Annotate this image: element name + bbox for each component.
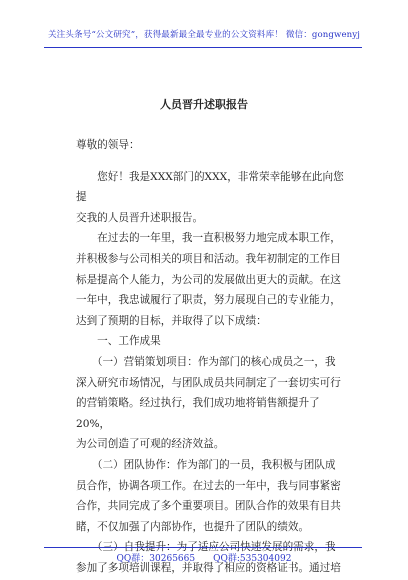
header-divider: [44, 47, 362, 48]
footer-divider: [44, 547, 362, 548]
body-line: （一）营销策划项目：作为部门的核心成员之一，我: [76, 355, 336, 368]
body-line: 睹，不仅加强了内部协作，也提升了团队的绩效。: [76, 520, 310, 533]
document-title: 人员晋升述职报告: [160, 98, 248, 111]
section-heading: 一、工作成果: [76, 335, 161, 348]
body-line: 员合作，协调各项工作。在过去的一年中，我与同事紧密: [76, 479, 341, 492]
body-line: （二）团队协作：作为部门的一员，我积极与团队成: [76, 458, 336, 471]
body-line: 合作，共同完成了多个重要项目。团队合作的效果有目共: [76, 500, 341, 513]
body-line: 标是提高个人能力，为公司的发展做出更大的贡献。在这: [76, 273, 341, 286]
body-line: 参加了多项培训课程，并取得了相应的资格证书。通过培: [76, 561, 341, 574]
body-line: 并积极参与公司相关的项目和活动。我年初制定的工作目: [76, 252, 341, 265]
body-line: （三）自我提升：为了适应公司快速发展的需求，我: [76, 541, 336, 554]
salutation: 尊敬的领导：: [76, 139, 140, 151]
body-line: 交我的人员晋升述职报告。: [76, 211, 204, 224]
body-line: 一年中，我忠诚履行了职责，努力展现自己的专业能力，: [76, 294, 341, 307]
body-line: 的营销策略。经过执行，我们成功地将销售额提升了20%，: [76, 397, 320, 430]
body-line: 为公司创造了可观的经济效益。: [76, 438, 225, 451]
header-promo-text: 关注头条号“公文研究”，获得最新最全最专业的公文资料库！ 微信：gongwenyj: [47, 30, 361, 40]
body-line: 您好！我是XXX部门的XXX，非常荣幸能够在此向您提: [76, 170, 344, 204]
body-line: 在过去的一年里，我一直积极努力地完成本职工作，: [76, 232, 341, 245]
body-line: 达到了预期的目标，并取得了以下成绩：: [76, 314, 267, 327]
footer-contacts: QQ群：30265665 QQ群:535304092: [116, 554, 292, 564]
document-body: [76, 135, 348, 578]
body-line: 深入研究市场情况，与团队成员共同制定了一套切实可行: [76, 376, 341, 389]
